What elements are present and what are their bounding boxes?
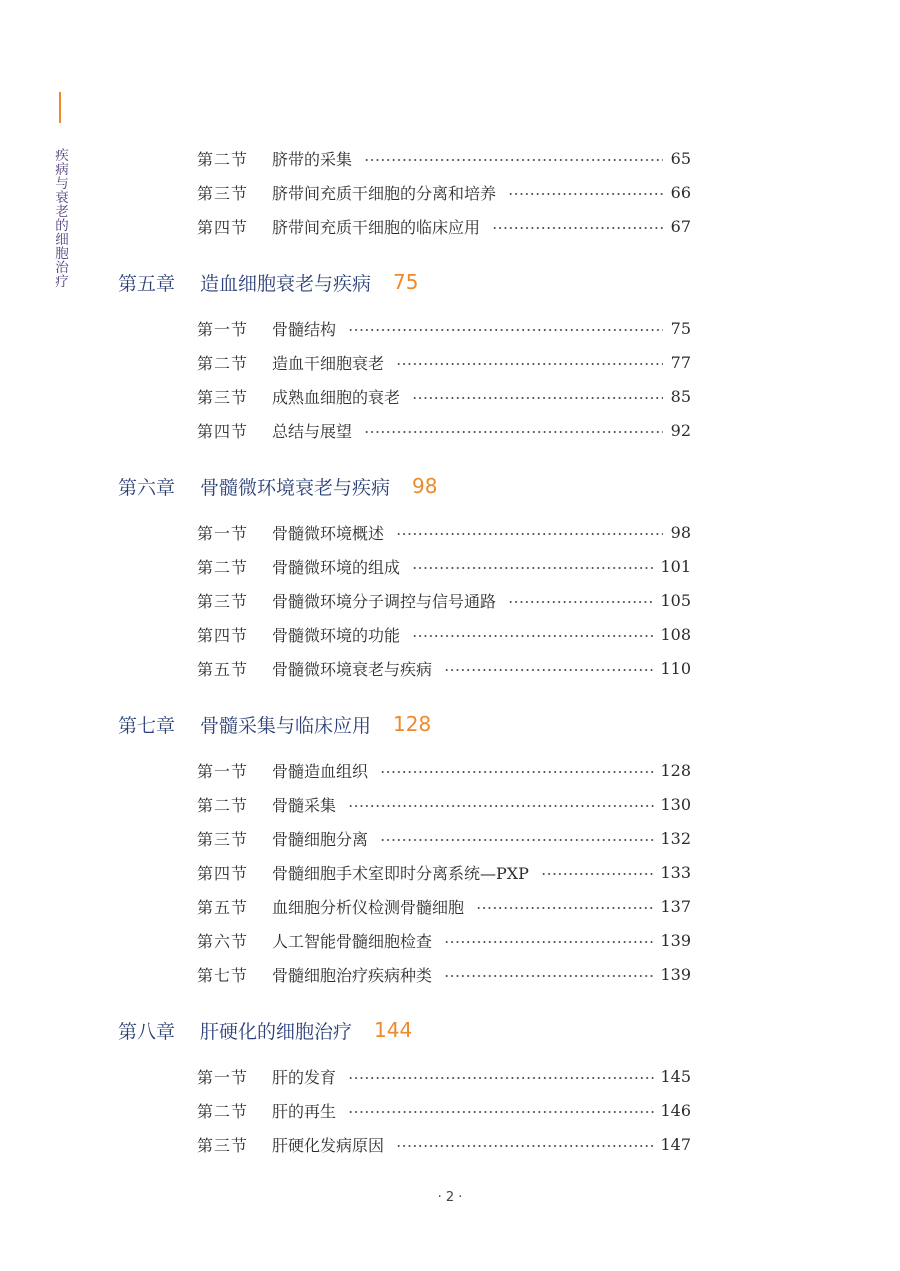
dot-leader (348, 805, 654, 807)
dot-leader (348, 329, 663, 331)
toc-entry[interactable]: 第二节 骨髓采集 130 (197, 794, 691, 815)
running-book-title: 疾病与衰老的细胞治疗 (52, 148, 68, 288)
toc-entry[interactable]: 第六节 人工智能骨髓细胞检查 139 (197, 930, 691, 951)
dot-leader (412, 635, 654, 637)
dot-leader (444, 669, 654, 671)
dot-leader (541, 873, 655, 875)
chapter-heading[interactable]: 第八章 肝硬化的细胞治疗 144 (118, 1018, 413, 1043)
chapter-heading[interactable]: 第七章 骨髓采集与临床应用 128 (118, 712, 432, 737)
toc-entry[interactable]: 第二节 造血干细胞衰老 77 (197, 352, 691, 373)
chapter-heading[interactable]: 第五章 造血细胞衰老与疾病 75 (118, 270, 419, 295)
dot-leader (396, 363, 663, 365)
toc-entry[interactable]: 第五节 骨髓微环境衰老与疾病 110 (197, 658, 691, 679)
toc-entry[interactable]: 第二节 肝的再生 146 (197, 1100, 691, 1121)
dot-leader (380, 771, 654, 773)
side-accent-bar (59, 92, 61, 123)
toc-entry[interactable]: 第三节 脐带间充质干细胞的分离和培养 66 (197, 182, 691, 203)
dot-leader (412, 397, 663, 399)
toc-entry[interactable]: 第四节 脐带间充质干细胞的临床应用 67 (197, 216, 691, 237)
chapter-heading[interactable]: 第六章 骨髓微环境衰老与疾病 98 (118, 474, 438, 499)
toc-entry[interactable]: 第三节 成熟血细胞的衰老 85 (197, 386, 691, 407)
toc-entry[interactable]: 第一节 骨髓微环境概述 98 (197, 522, 691, 543)
dot-leader (364, 431, 663, 433)
dot-leader (412, 567, 654, 569)
toc-entry[interactable]: 第四节 骨髓微环境的功能 108 (197, 624, 691, 645)
page-number: · 2 · (437, 1190, 463, 1205)
dot-leader (444, 975, 654, 977)
dot-leader (476, 907, 654, 909)
toc-entry[interactable]: 第四节 总结与展望 92 (197, 420, 691, 441)
toc-entry[interactable]: 第二节 骨髓微环境的组成 101 (197, 556, 691, 577)
dot-leader (348, 1111, 654, 1113)
toc-entry[interactable]: 第一节 肝的发育 145 (197, 1066, 691, 1087)
toc-entry[interactable]: 第四节 骨髓细胞手术室即时分离系统—PXP 133 (197, 862, 691, 883)
dot-leader (364, 159, 663, 161)
toc-entry[interactable]: 第二节 脐带的采集 65 (197, 148, 691, 169)
dot-leader (508, 193, 663, 195)
toc-entry[interactable]: 第七节 骨髓细胞治疗疾病种类 139 (197, 964, 691, 985)
dot-leader (396, 533, 663, 535)
toc-entry[interactable]: 第五节 血细胞分析仪检测骨髓细胞 137 (197, 896, 691, 917)
toc-entry[interactable]: 第三节 肝硬化发病原因 147 (197, 1134, 691, 1155)
dot-leader (508, 601, 654, 603)
dot-leader (444, 941, 654, 943)
toc-entry[interactable]: 第一节 骨髓结构 75 (197, 318, 691, 339)
dot-leader (492, 227, 663, 229)
dot-leader (380, 839, 654, 841)
toc-entry[interactable]: 第三节 骨髓微环境分子调控与信号通路 105 (197, 590, 691, 611)
toc-entry[interactable]: 第一节 骨髓造血组织 128 (197, 760, 691, 781)
toc-entry[interactable]: 第三节 骨髓细胞分离 132 (197, 828, 691, 849)
dot-leader (396, 1145, 654, 1147)
dot-leader (348, 1077, 654, 1079)
